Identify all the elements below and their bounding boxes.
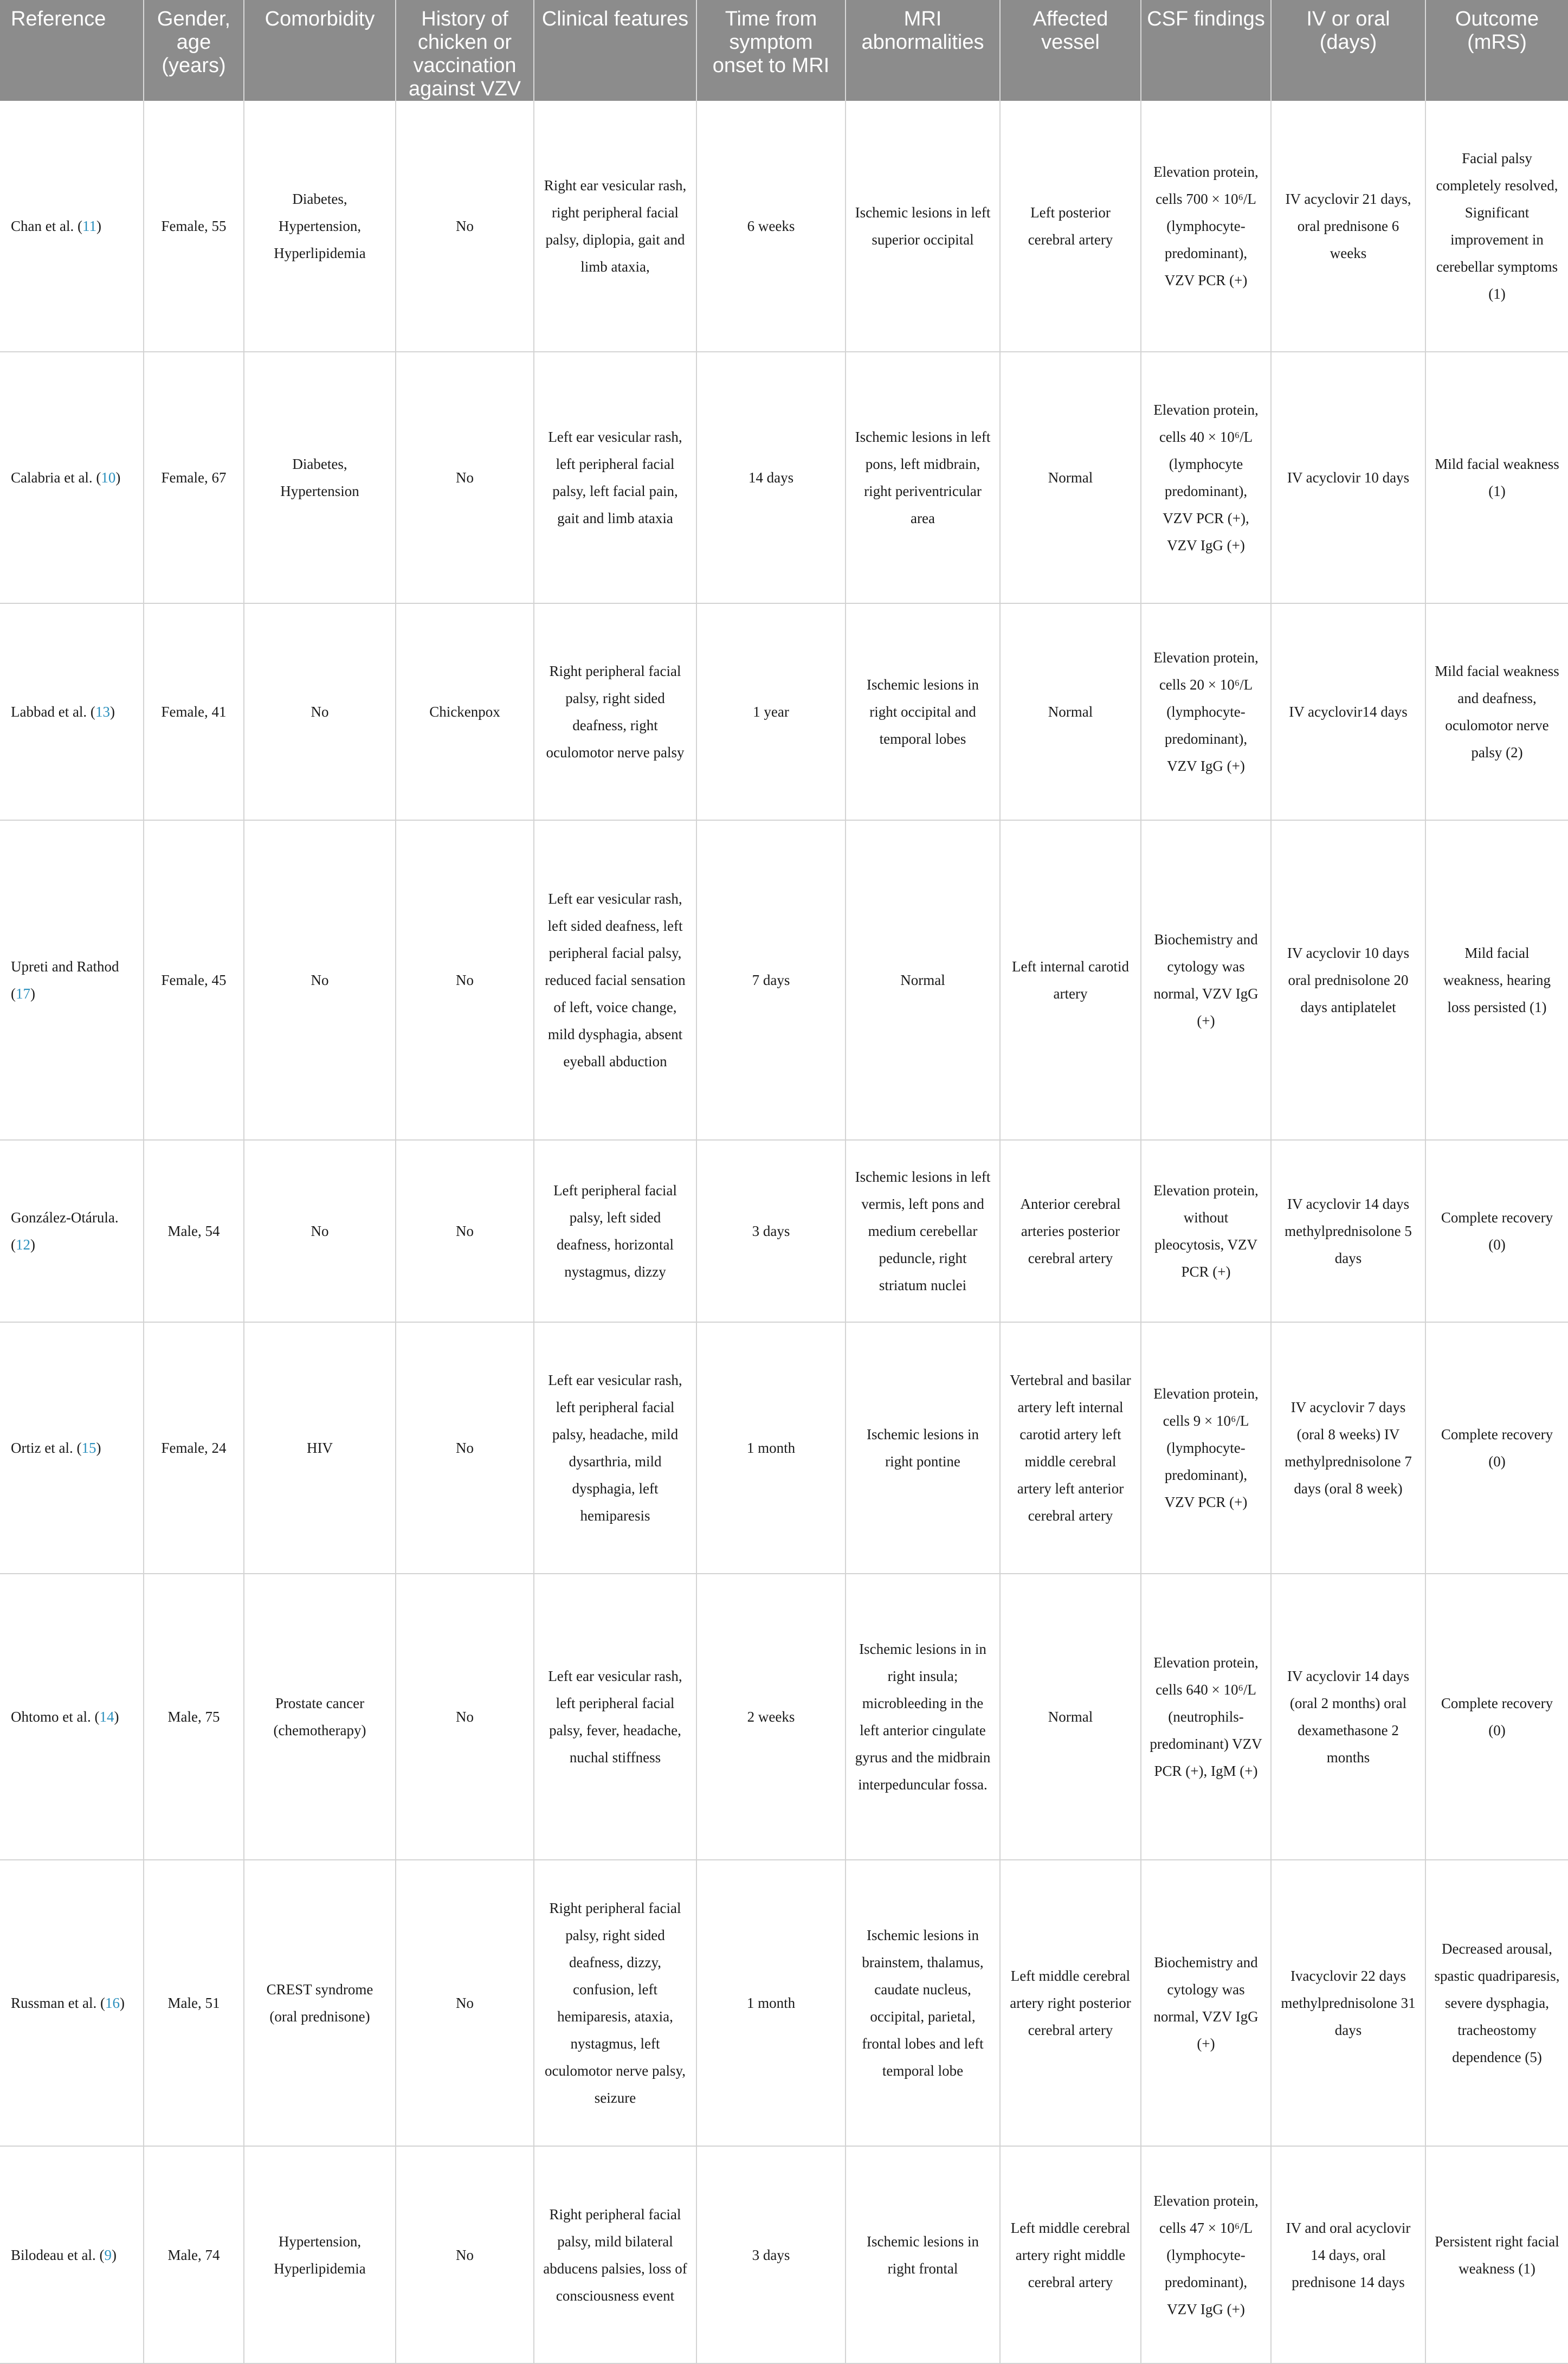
reference-close: )	[96, 218, 101, 234]
reference-cell	[0, 2146, 144, 2363]
column-header-csf-findings: CSF findings	[1141, 0, 1271, 101]
reference-author: Labbad et al. (	[11, 704, 95, 720]
comorbidity-cell: No	[244, 820, 396, 1140]
history-cell: No	[396, 352, 534, 603]
history-cell: No	[396, 1140, 534, 1322]
affected-vessel-cell: Left posterior cerebral artery	[1000, 101, 1141, 352]
table-row	[0, 101, 1568, 352]
reference-close: )	[115, 469, 121, 486]
reference-author: Calabria et al. (	[11, 469, 101, 486]
clinical-features-cell: Left ear vesicular rash, left peripheral facial palsy, fever, headache, nuchal stiffness	[534, 1574, 696, 1860]
clinical-features-cell: Right ear vesicular rash, right peripheral facial palsy, diplopia, gait and limb ataxia,	[534, 101, 696, 352]
treatment-cell: IV acyclovir 14 days methylprednisolone 5 days	[1271, 1140, 1425, 1322]
affected-vessel-cell: Vertebral and basilar artery left internal carotid artery left middle cerebral artery left anterior cerebral artery	[1000, 1322, 1141, 1574]
mri-abnormalities-cell: Ischemic lesions in left vermis, left pons and medium cerebellar peduncle, right striatum nuclei	[846, 1140, 1000, 1322]
table-row	[0, 352, 1568, 603]
outcome-cell: Mild facial weakness and deafness, oculomotor nerve palsy (2)	[1425, 603, 1568, 820]
column-header-treatment: IV or oral (days)	[1271, 0, 1425, 101]
time-to-mri-cell: 7 days	[696, 820, 846, 1140]
gender-age-cell: Female, 45	[144, 820, 244, 1140]
gender-age-cell: Female, 24	[144, 1322, 244, 1574]
time-to-mri-cell: 3 days	[696, 1140, 846, 1322]
column-header-reference: Reference	[0, 0, 144, 101]
clinical-features-cell: Left ear vesicular rash, left sided deafness, left peripheral facial palsy, reduced facial sensation of left, voice change, mild dysphagia, absent eyeball abduction	[534, 820, 696, 1140]
comorbidity-cell: Hypertension, Hyperlipidemia	[244, 2146, 396, 2363]
outcome-cell: Complete recovery (0)	[1425, 1574, 1568, 1860]
time-to-mri-cell: 1 month	[696, 1322, 846, 1574]
comorbidity-cell: CREST syndrome (oral prednisone)	[244, 1860, 396, 2146]
column-header-outcome: Outcome (mRS)	[1425, 0, 1568, 101]
treatment-cell: IV acyclovir 21 days, oral prednisone 6 weeks	[1271, 101, 1425, 352]
reference-close: )	[30, 985, 35, 1002]
clinical-features-cell: Right peripheral facial palsy, mild bilateral abducens palsies, loss of consciousness event	[534, 2146, 696, 2363]
reference-close: )	[111, 2246, 117, 2263]
table-body	[0, 101, 1568, 2363]
mri-abnormalities-cell: Ischemic lesions in brainstem, thalamus, caudate nucleus, occipital, parietal, frontal lobes and left temporal lobe	[846, 1860, 1000, 2146]
affected-vessel-cell: Normal	[1000, 352, 1141, 603]
table-row	[0, 1860, 1568, 2146]
reference-author: Ohtomo et al. (	[11, 1709, 100, 1725]
affected-vessel-cell: Left middle cerebral artery right middle cerebral artery	[1000, 2146, 1141, 2363]
reference-cell	[0, 101, 144, 352]
time-to-mri-cell: 1 year	[696, 603, 846, 820]
history-cell: No	[396, 1860, 534, 2146]
gender-age-cell: Male, 54	[144, 1140, 244, 1322]
citation-link[interactable]: 14	[99, 1709, 114, 1725]
reference-author: Ortiz et al. (	[11, 1440, 82, 1456]
reference-author: Bilodeau et al. (	[11, 2246, 105, 2263]
citation-link[interactable]: 13	[95, 704, 110, 720]
reference-close: )	[114, 1709, 119, 1725]
reference-cell	[0, 1322, 144, 1574]
gender-age-cell: Female, 55	[144, 101, 244, 352]
mri-abnormalities-cell: Ischemic lesions in right pontine	[846, 1322, 1000, 1574]
column-header-clinical-features: Clinical features	[534, 0, 696, 101]
history-cell: No	[396, 1322, 534, 1574]
mri-abnormalities-cell: Ischemic lesions in left superior occipital	[846, 101, 1000, 352]
citation-link[interactable]: 9	[104, 2246, 112, 2263]
column-header-history: History of chicken or vaccination against VZV	[396, 0, 534, 101]
history-cell: No	[396, 820, 534, 1140]
affected-vessel-cell: Anterior cerebral arteries posterior cerebral artery	[1000, 1140, 1141, 1322]
history-cell: Chickenpox	[396, 603, 534, 820]
time-to-mri-cell: 3 days	[696, 2146, 846, 2363]
csf-findings-cell: Biochemistry and cytology was normal, VZV IgG (+)	[1141, 820, 1271, 1140]
comorbidity-cell: Prostate cancer (chemotherapy)	[244, 1574, 396, 1860]
mri-abnormalities-cell: Normal	[846, 820, 1000, 1140]
comorbidity-cell: Diabetes, Hypertension, Hyperlipidemia	[244, 101, 396, 352]
citation-link[interactable]: 15	[81, 1440, 96, 1456]
time-to-mri-cell: 1 month	[696, 1860, 846, 2146]
csf-findings-cell: Elevation protein, cells 47 × 10⁶/L (lymphocyte-predominant), VZV IgG (+)	[1141, 2146, 1271, 2363]
outcome-cell: Mild facial weakness (1)	[1425, 352, 1568, 603]
csf-findings-cell: Biochemistry and cytology was normal, VZV IgG (+)	[1141, 1860, 1271, 2146]
treatment-cell: IV acyclovir 10 days	[1271, 352, 1425, 603]
mri-abnormalities-cell: Ischemic lesions in in right insula; microbleeding in the left anterior cingulate gyrus and the midbrain interpeduncular fossa.	[846, 1574, 1000, 1860]
citation-link[interactable]: 17	[16, 985, 30, 1002]
column-header-time-to-mri: Time from symptom onset to MRI	[696, 0, 846, 101]
reference-author: González-Otárula. (	[11, 1209, 119, 1253]
comorbidity-cell: No	[244, 603, 396, 820]
history-cell: No	[396, 1574, 534, 1860]
reference-cell	[0, 1860, 144, 2146]
reference-cell	[0, 820, 144, 1140]
csf-findings-cell: Elevation protein, cells 700 × 10⁶/L (lymphocyte-predominant), VZV PCR (+)	[1141, 101, 1271, 352]
reference-close: )	[109, 704, 115, 720]
csf-findings-cell: Elevation protein, cells 9 × 10⁶/L (lymphocyte-predominant), VZV PCR (+)	[1141, 1322, 1271, 1574]
reference-cell	[0, 1574, 144, 1860]
treatment-cell: IV acyclovir 14 days (oral 2 months) oral dexamethasone 2 months	[1271, 1574, 1425, 1860]
table-row	[0, 1574, 1568, 1860]
reference-close: )	[30, 1236, 35, 1253]
affected-vessel-cell: Normal	[1000, 603, 1141, 820]
comorbidity-cell: HIV	[244, 1322, 396, 1574]
table-row	[0, 2146, 1568, 2363]
treatment-cell: IV acyclovir 10 days oral prednisolone 20 days antiplatelet	[1271, 820, 1425, 1140]
reference-author: Chan et al. (	[11, 218, 82, 234]
reference-cell	[0, 1140, 144, 1322]
affected-vessel-cell: Left internal carotid artery	[1000, 820, 1141, 1140]
outcome-cell: Facial palsy completely resolved, Significant improvement in cerebellar symptoms (1)	[1425, 101, 1568, 352]
column-header-mri-abnormalities: MRI abnormalities	[846, 0, 1000, 101]
csf-findings-cell: Elevation protein, cells 640 × 10⁶/L (neutrophils-predominant) VZV PCR (+), IgM (+)	[1141, 1574, 1271, 1860]
gender-age-cell: Male, 74	[144, 2146, 244, 2363]
outcome-cell: Complete recovery (0)	[1425, 1322, 1568, 1574]
reference-close: )	[96, 1440, 101, 1456]
reference-close: )	[119, 1995, 125, 2011]
table-row	[0, 603, 1568, 820]
time-to-mri-cell: 2 weeks	[696, 1574, 846, 1860]
clinical-features-cell: Left ear vesicular rash, left peripheral facial palsy, left facial pain, gait and limb ataxia	[534, 352, 696, 603]
time-to-mri-cell: 6 weeks	[696, 101, 846, 352]
column-header-comorbidity: Comorbidity	[244, 0, 396, 101]
reference-author: Upreti and Rathod (	[11, 958, 119, 1002]
table-row	[0, 820, 1568, 1140]
reference-cell	[0, 603, 144, 820]
treatment-cell: IV and oral acyclovir 14 days, oral prednisone 14 days	[1271, 2146, 1425, 2363]
clinical-features-cell: Left ear vesicular rash, left peripheral facial palsy, headache, mild dysarthria, mild dysphagia, left hemiparesis	[534, 1322, 696, 1574]
comorbidity-cell: No	[244, 1140, 396, 1322]
affected-vessel-cell: Left middle cerebral artery right posterior cerebral artery	[1000, 1860, 1141, 2146]
table-header	[0, 0, 1568, 101]
reference-author: Russman et al. (	[11, 1995, 105, 2011]
history-cell: No	[396, 101, 534, 352]
citation-link[interactable]: 10	[101, 469, 116, 486]
citation-link[interactable]: 16	[105, 1995, 120, 2011]
mri-abnormalities-cell: Ischemic lesions in right occipital and temporal lobes	[846, 603, 1000, 820]
column-header-affected-vessel: Affected vessel	[1000, 0, 1141, 101]
outcome-cell: Mild facial weakness, hearing loss persisted (1)	[1425, 820, 1568, 1140]
csf-findings-cell: Elevation protein, cells 20 × 10⁶/L (lymphocyte-predominant), VZV IgG (+)	[1141, 603, 1271, 820]
time-to-mri-cell: 14 days	[696, 352, 846, 603]
mri-abnormalities-cell: Ischemic lesions in left pons, left midbrain, right periventricular area	[846, 352, 1000, 603]
clinical-features-cell: Right peripheral facial palsy, right sided deafness, dizzy, confusion, left hemiparesis, ataxia, nystagmus, left oculomotor nerve palsy, seizure	[534, 1860, 696, 2146]
treatment-cell: IV acyclovir 7 days (oral 8 weeks) IV methylprednisolone 7 days (oral 8 week)	[1271, 1322, 1425, 1574]
gender-age-cell: Male, 51	[144, 1860, 244, 2146]
table-row	[0, 1322, 1568, 1574]
citation-link[interactable]: 12	[16, 1236, 30, 1253]
gender-age-cell: Female, 67	[144, 352, 244, 603]
csf-findings-cell: Elevation protein, cells 40 × 10⁶/L (lymphocyte predominant), VZV PCR (+), VZV IgG (+)	[1141, 352, 1271, 603]
outcome-cell: Persistent right facial weakness (1)	[1425, 2146, 1568, 2363]
affected-vessel-cell: Normal	[1000, 1574, 1141, 1860]
gender-age-cell: Male, 75	[144, 1574, 244, 1860]
citation-link[interactable]: 11	[82, 218, 96, 234]
history-cell: No	[396, 2146, 534, 2363]
clinical-features-cell: Left peripheral facial palsy, left sided deafness, horizontal nystagmus, dizzy	[534, 1140, 696, 1322]
treatment-cell: IV acyclovir14 days	[1271, 603, 1425, 820]
outcome-cell: Decreased arousal, spastic quadriparesis, severe dysphagia, tracheostomy dependence (5)	[1425, 1860, 1568, 2146]
header-row	[0, 0, 1568, 101]
gender-age-cell: Female, 41	[144, 603, 244, 820]
csf-findings-cell: Elevation protein, without pleocytosis, VZV PCR (+)	[1141, 1140, 1271, 1322]
treatment-cell: Ivacyclovir 22 days methylprednisolone 31 days	[1271, 1860, 1425, 2146]
column-header-gender-age: Gender, age (years)	[144, 0, 244, 101]
comorbidity-cell: Diabetes, Hypertension	[244, 352, 396, 603]
clinical-features-cell: Right peripheral facial palsy, right sided deafness, right oculomotor nerve palsy	[534, 603, 696, 820]
reference-cell	[0, 352, 144, 603]
mri-abnormalities-cell: Ischemic lesions in right frontal	[846, 2146, 1000, 2363]
table-row	[0, 1140, 1568, 1322]
outcome-cell: Complete recovery (0)	[1425, 1140, 1568, 1322]
